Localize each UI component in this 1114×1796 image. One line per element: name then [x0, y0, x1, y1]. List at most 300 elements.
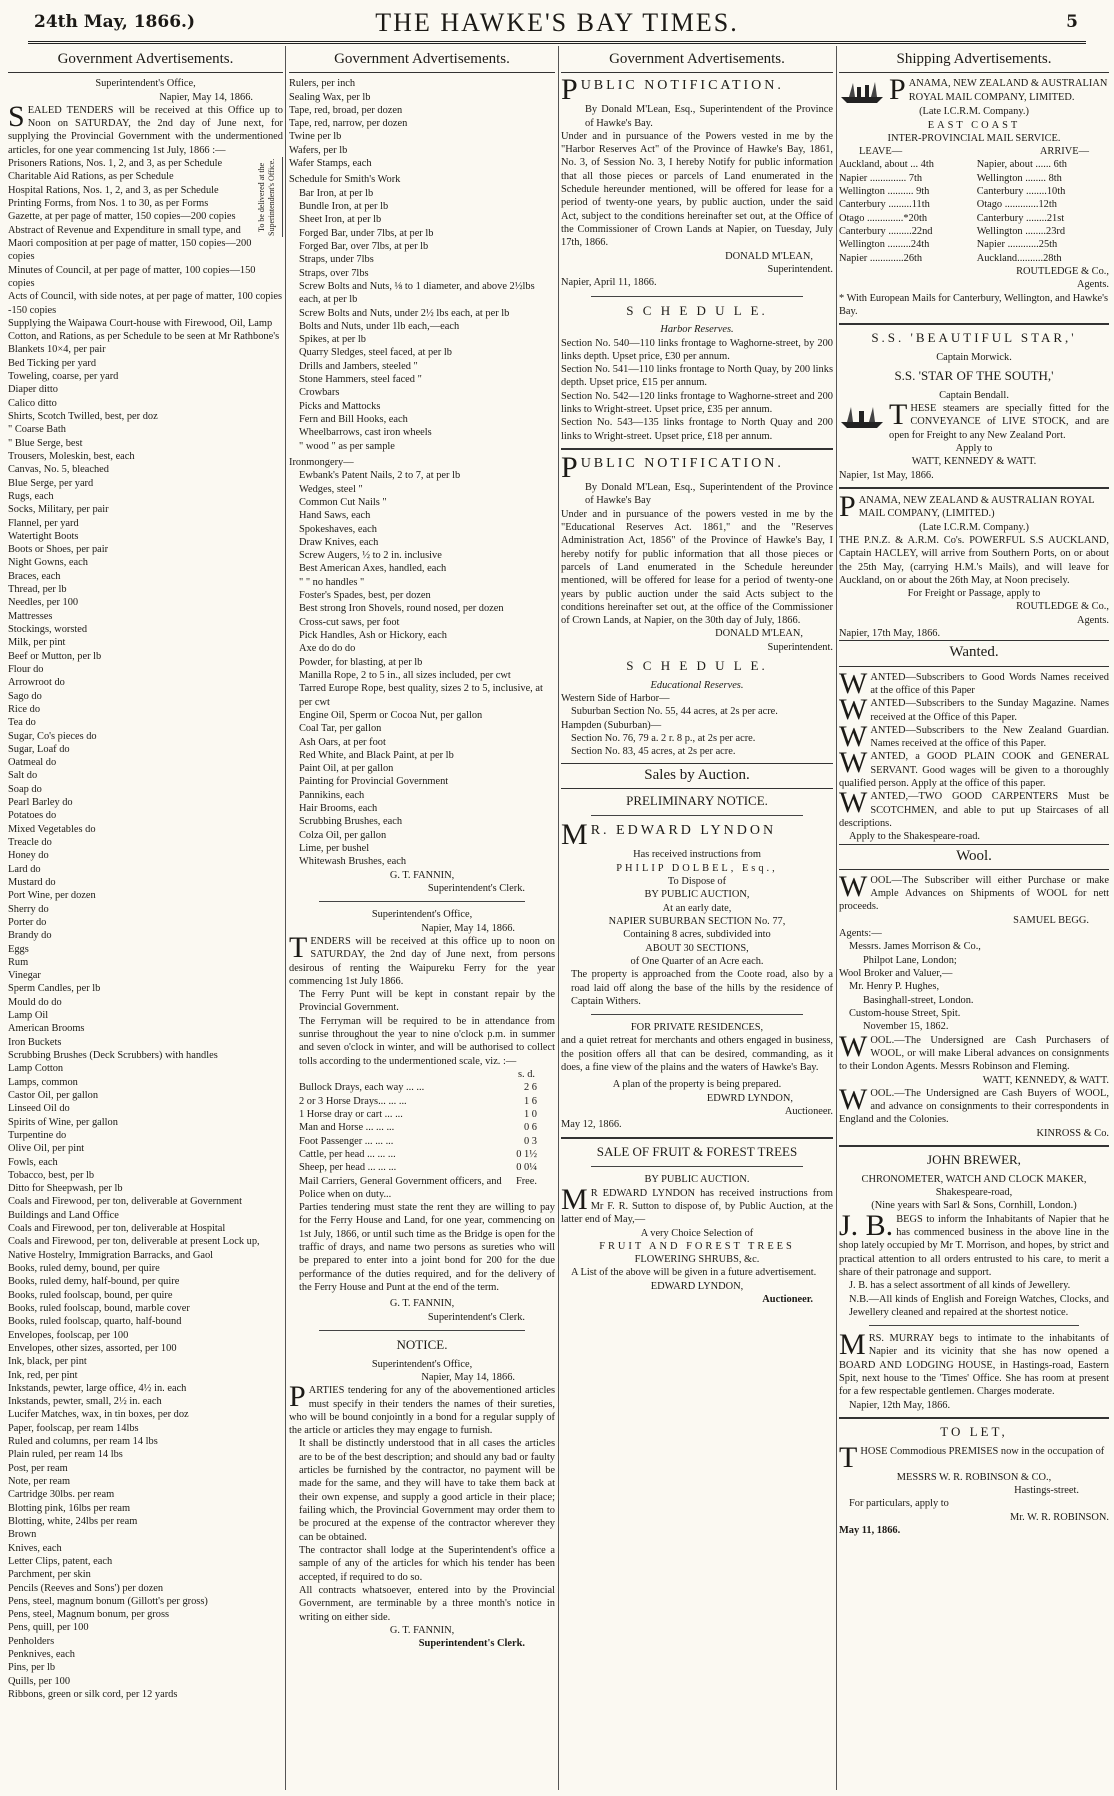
business-name: JOHN BREWER, [927, 1152, 1021, 1168]
schedule-line: Suburban Section No. 55, 44 acres, at 2s per acre. [571, 706, 778, 718]
smith-work-list [289, 187, 555, 453]
notification-by: By Donald M'Lean, Esq., Superintendent of the Province of Hawke's Bay. [585, 104, 833, 129]
tender-items-list [8, 157, 283, 1701]
office-line: Superintendent's Office, [371, 1358, 473, 1370]
column-heading: Government Advertisements. [8, 48, 283, 73]
column-rule [836, 46, 837, 1790]
list-item: Foster's Spades, best, per dozen [299, 590, 431, 602]
drop-cap: M [561, 818, 588, 852]
list-item: Ink, red, per pint [8, 1369, 78, 1381]
list-item: Envelopes, other sizes, assorted, per 100 [8, 1342, 177, 1354]
list-item: Screw Bolts and Nuts, ⅛ to 1 diameter, and above 2½lbs each, at per lb [299, 280, 535, 306]
sale-line: A very Choice Selection of [640, 1227, 754, 1239]
list-item: " Blue Serge, best [8, 437, 83, 449]
list-item: Watertight Boots [8, 530, 79, 542]
sale-line: FRUIT AND FOREST TREES [599, 1240, 795, 1252]
agent-name: WATT, KENNEDY & WATT. [911, 456, 1037, 468]
list-item: Tobacco, best, per lb [8, 1169, 95, 1181]
drop-cap: M [561, 1182, 588, 1216]
list-item: Twine per lb [289, 131, 342, 143]
list-item: Printing Forms, from Nos. 1 to 30, as per Forms [8, 198, 209, 209]
toll-price: 0 6 [524, 1122, 537, 1134]
date-line: Napier, May 14, 1866. [421, 922, 515, 934]
list-item: Ink, black, per pint [8, 1356, 87, 1368]
schedule-row [839, 252, 1109, 265]
list-item: Scrubbing Brushes (Deck Scrubbers) with handles [8, 1050, 218, 1061]
delivery-note: To be delivered at the Superintendent's Office. [257, 157, 283, 237]
wanted-ad: ANTED—Subscribers to Good Words Names received at the office of this Paper [870, 671, 1109, 696]
toll-row [289, 1095, 555, 1108]
list-item: Blue Serge, per yard [8, 477, 94, 489]
agent-line: Wool Broker and Valuer,— [839, 968, 953, 979]
list-item: Mattresses [8, 610, 53, 622]
schedule-cell: Napier, about ...... 6th [976, 159, 1067, 171]
drop-cap: J. B. [839, 1208, 894, 1242]
auction-line: NAPIER SUBURBAN SECTION No. 77, [608, 915, 786, 927]
list-item: Engine Oil, Sperm or Cocoa Nut, per gallon [299, 709, 483, 721]
list-item: Lucifer Matches, wax, in tin boxes, per doz [8, 1409, 189, 1421]
list-item: Night Gowns, each [8, 557, 88, 569]
column-rule [558, 46, 559, 1790]
list-item: Section No. 540—110 links frontage to Waghorne-street, by 200 links depth. Upset price, £30 per annum. [561, 337, 833, 362]
list-item: Cross-cut saws, per foot [299, 616, 400, 628]
toll-price: 0 1½ [516, 1148, 537, 1160]
list-item: Bar Iron, at per lb [299, 187, 374, 199]
list-item: Sago do [8, 690, 42, 702]
signature: EDWARD LYNDON, [650, 1280, 744, 1292]
list-item: Sheet Iron, at per lb [299, 214, 382, 226]
list-item: Braces, each [8, 570, 61, 582]
toll-price: 1 0 [524, 1108, 537, 1120]
schedule-cell: Wellington .........24th [839, 239, 930, 251]
section-heading: Wool. [839, 844, 1109, 870]
notice-paragraph: All contracts whatsoever, entered into by the Provincial Government, are terminable by a three month's notice in writing on either side. [299, 1584, 555, 1623]
notice-heading: NOTICE. [396, 1336, 448, 1352]
auction-line: FOR PRIVATE RESIDENCES, [630, 1022, 764, 1034]
service-line: EAST COAST [927, 119, 1021, 131]
newspaper-title: THE HAWKE'S BAY TIMES. [375, 8, 739, 37]
list-item: Flannel, per yard [8, 517, 79, 529]
list-item: Arrowroot do [8, 677, 65, 689]
toll-price: 0 0¼ [516, 1162, 537, 1174]
auction-notice-title: PRELIMINARY NOTICE. [626, 792, 768, 808]
sale-heading: SALE OF FRUIT & FOREST TREES [596, 1143, 798, 1159]
wool-ad: OOL.—The Undersigned are Cash Purchasers of WOOL, or will make Liberal advances on consignments to their London Agents. Messrs Robinson and Fleming. [839, 1034, 1109, 1073]
list-item: Bed Ticking per yard [8, 357, 97, 369]
notification-body: Under and in pursuance of the powers vested in me by the "Educational Reserves Act. 1861," and the "Reserves Administration Act, 1856" of the Province of Hawke's Bay, I hereby notify for public information that all those pieces or parcels of Land enumerated in the Schedule hereunder mentioned, will be offered for lease for a period of twenty-one years by public auction under the said Acts subject to the conditions hereinafter set out, at the office of the Commissioner of Crown Lands, at Napier, on the 30th day of July, 1866. [561, 508, 833, 627]
list-item: Wafers, per lb [289, 144, 348, 156]
drop-cap: T [289, 930, 308, 964]
list-item: Eggs [8, 943, 29, 955]
list-item: Inkstands, pewter, small, 2½ in. each [8, 1396, 162, 1408]
list-item: Rugs, each [8, 490, 54, 502]
list-item: Pens, quill, per 100 [8, 1622, 89, 1634]
signature-title: Superintendent's Clerk. [418, 1638, 525, 1650]
list-item: Cartridge 30lbs. per ream [8, 1489, 115, 1501]
list-item: Potatoes do [8, 810, 57, 822]
list-item: Rulers, per inch [289, 78, 356, 90]
ironmongery-list [289, 469, 555, 868]
drop-cap: P [289, 1380, 306, 1414]
list-item: Abstract of Revenue and Expenditure in small type, and Maori composition at per page of matter, 150 copies—200 copies [8, 224, 252, 263]
signature: EDWRD LYNDON, [706, 1092, 793, 1104]
notice-paragraph: The contractor shall lodge at the Superintendent's office a sample of any of the articles for which his tender has been accepted, if required to do so. [299, 1544, 555, 1583]
sale-subheading: BY PUBLIC AUCTION. [644, 1174, 750, 1186]
list-item: Lard do [8, 863, 41, 875]
page-number: 5 [1066, 12, 1078, 32]
list-item: Ribbons, green or silk cord, per 12 yards [8, 1689, 178, 1700]
drop-cap: M [839, 1328, 866, 1362]
list-item: Pick Handles, Ash or Hickory, each [299, 630, 447, 641]
list-item: Books, ruled demy, half-bound, per quire [8, 1276, 180, 1288]
schedule-heading: S C H E D U L E. [626, 658, 768, 674]
stationery-list [289, 77, 555, 170]
list-item: Ewbank's Patent Nails, 2 to 7, at per lb [299, 470, 461, 482]
date-line: Napier, April 11, 1866. [561, 277, 657, 289]
list-item: Wheelbarrows, cast iron wheels [299, 427, 432, 439]
list-item: Olive Oil, per pint [8, 1143, 85, 1155]
list-item: Pins, per lb [8, 1662, 56, 1674]
list-item: American Brooms [8, 1023, 85, 1035]
agent-line: Philpot Lane, London; [863, 954, 957, 966]
notification-by: By Donald M'Lean, Esq., Superintendent of the Province of Hawke's Bay [585, 482, 833, 507]
toll-item: 2 or 3 Horse Drays... ... ... [299, 1095, 407, 1107]
schedule-cell: Wellington .......... 9th [839, 186, 930, 198]
ship-captain: Captain Bendall. [939, 389, 1009, 401]
schedule-heading: S C H E D U L E. [626, 302, 768, 318]
toll-row [289, 1135, 555, 1148]
notification-title: UBLIC NOTIFICATION. [580, 78, 784, 94]
list-item: Bundle Iron, at per lb [299, 201, 389, 212]
list-item: Axe do do do [299, 643, 356, 655]
agent-line: Basinghall-street, London. [863, 994, 974, 1006]
schedule-cell: Napier ............25th [976, 239, 1058, 251]
issue-date: 24th May, 1866.) [34, 12, 195, 32]
apply-line: For Freight or Passage, apply to [907, 588, 1041, 600]
list-item: Spikes, at per lb [299, 334, 366, 346]
list-item: Mould do do [8, 996, 62, 1008]
list-item: Red White, and Black Paint, at per lb [299, 749, 454, 761]
list-item: Penknives, each [8, 1649, 75, 1661]
list-item: Toweling, coarse, per yard [8, 371, 119, 383]
apply-line: Apply to [955, 443, 993, 454]
steamship-icon [839, 79, 885, 105]
list-item: Section No. 542—120 links frontage to Waghorne-street and 200 links to Wright-street. Upset price, £35 per annum. [561, 390, 833, 416]
sale-paragraph: R EDWARD LYNDON has received instructions from Mr F. R. Sutton to dispose of, by Public Auction, at the latter end of May,— [561, 1187, 833, 1226]
column-heading: Shipping Advertisements. [839, 48, 1109, 73]
list-item: Minutes of Council, at per page of matter, 100 copies—150 copies [8, 264, 256, 289]
list-item: Boots or Shoes, per pair [8, 544, 109, 556]
wanted-ad: Apply to the Shakespeare-road. [849, 831, 980, 843]
auction-client: PHILIP DOLBEL, Esq., [616, 862, 778, 874]
schedule-cell: Wellington ........ 8th [976, 172, 1062, 184]
schedule-row [839, 198, 1109, 211]
list-item: Picks and Mattocks [299, 400, 381, 412]
section-heading: Wanted. [839, 640, 1109, 666]
list-item: Powder, for blasting, at per lb [299, 656, 423, 668]
schedule-cell: Canterbury ........21st [976, 212, 1065, 224]
list-item: Tarred Europe Rope, best quality, sizes 2 to 5, inclusive, at per cwt [299, 683, 543, 708]
to-let-heading: TO LET, [940, 1424, 1008, 1439]
company-title: ANAMA, NEW ZEALAND & AUSTRALIAN ROYAL MAIL COMPANY, (LIMITED.) [858, 494, 1095, 520]
list-item: Ruled and columns, per ream 14 lbs [8, 1436, 158, 1448]
wool-ad: OOL.—The Undersigned are Cash Buyers of WOOL, and advance on consignments to their correspondents in England and the Colonies. [839, 1087, 1109, 1126]
list-item: Common Cut Nails " [299, 496, 387, 508]
column-4: Shipping Advertisements. PANAMA, NEW ZEALAND & AUSTRALIAN ROYAL MAIL COMPANY, LIMITED. (Late I.C.R.M. Company.) EAST COAST INTER-PROVINCIAL MAIL SERVICE. LEAVE— ARRIVE— Auckland, about ... 4th Napier, about ...... 6th Napier .............. 7th Wellington ........ 8th Wellington .......... 9th Canterbury ........10th Canterbury .........11th Otago .............12th Otago ..............*20th Canterbury ........21st Canterbury .........22nd Wellington ........23rd Wellington .........24th Napier ............25th Napier .............26th Auckland..........28th ROUTLEDGE & Co., Agents. * With European Mails for Canterbury, Wellington, and Hawke's Bay. S.S. 'BEAUTIFUL STAR,' Captain Morwick. S.S. 'STAR OF THE SOUTH,' Captain Bendall. THESE steamers are specially fitted for the CONVEYANCE of LIVE STOCK, and are open for Freight to any New Zealand Port. Apply to WATT, KENNEDY & WATT. Napier, 1st May, 1866. PANAMA, NEW ZEALAND & AUSTRALIAN ROYAL MAIL COMPANY, (LIMITED.) (Late I.C.R.M. Company.) THE P.N.Z. & A.R.M. Co's. POWERFUL S.S AUCKLAND, Captain HACLEY, will arrive from Southern Ports, on or about the 25th May, (carrying H.M.'s Mails), and will leave for Auckland, on or about the 26th May, at Noon precisely. For Freight or Passage, apply to ROUTLEDGE & Co., Agents. Napier, 17th May, 1866. Wanted. WANTED—Subscribers to Good Words Names received at the office of this Paper WANTED—Subscribers to the Sunday Magazine. Names received at the Office of this Paper. WANTED—Subscribers to the New Zealand Guardian. Names received at the office of this Paper. WANTED, a GOOD PLAIN COOK and GENERAL SERVANT. Good wages will be given to a thoroughly qualified person. Apply at the office of this paper. WANTED,—TWO GOOD CARPENTERS Must be SCOTCHMEN, and able to put up Staircases of all descriptions. Apply to the Shakespeare-road. Wool. WOOL—The Subscriber will either Purchase or make Ample Advances on Shipments of WOOL for nett proceeds. SAMUEL BEGG. Agents:— Messrs. James Morrison & Co., Philpot Lane, London; Wool Broker and Valuer,— Mr. Henry P. Hughes, Basinghall-street, London. Custom-house Street, Spit. November 15, 1862. WOOL.—The Undersigned are Cash Purchasers of WOOL, or will make Liberal advances on consignments to their London Agents. Messrs Robinson and Fleming. WATT, KENNEDY, & WATT. WOOL.—The Undersigned are Cash Buyers of WOOL, and advance on consignments to their correspondents in England and the Colonies. KINROSS & Co. JOHN BREWER, CHRONOMETER, WATCH AND CLOCK MAKER, Shakespeare-road, (Nine years with Sarl & Sons, Cornhill, London.) J. B. BEGS to inform the Inhabitants of Napier that he has commenced business in the above line in the shop lately occupied by Mr T. Morrison, and hopes, by strict and practical attention to all orders entrusted to his care, to merit a share of their patronage and support. J. B. has a select assortment of all kinds of Jewellery. N.B.—All kinds of English and Foreign Watches, Clocks, and Jewellery cleaned and repaired at the shortest notice. MRS. MURRAY begs to intimate to the inhabitants of Napier and its vicinity that she has now opened a BOARD AND LODGING HOUSE, in Hastings-road, Eastern Spit, next house to the 'Times' Office. She has room at present for a few respectable gentlemen. Charges moderate. Napier, 12th May, 1866. TO LET, THOSE Commodious PREMISES now in the occupation of MESSRS W. R. ROBINSON & CO., Hastings-street. For particulars, apply to Mr. W. R. ROBINSON. May 11, 1866. [839, 48, 1109, 1788]
list-item: Coals and Firewood, per ton, deliverable at Government Buildings and Land Office [8, 1196, 243, 1221]
list-item: Vinegar [8, 970, 41, 982]
toll-item: Mail Carriers, General Government officers, and Police when on duty... [299, 1175, 502, 1200]
schedule-row [839, 185, 1109, 198]
agents-label: Agents:— [839, 928, 882, 940]
list-item: Paper, foolscap, per ream 14lbs [8, 1422, 139, 1434]
schedule-line: Section No. 83, 45 acres, at 2s per acre. [571, 746, 736, 758]
list-item: Turpentine do [8, 1129, 67, 1141]
schedule-line: Western Side of Harbor— [561, 693, 670, 704]
list-item: Diaper ditto [8, 384, 58, 396]
signature: DONALD M'LEAN, [725, 250, 813, 262]
list-item: Crowbars [299, 387, 340, 399]
list-item: Parchment, per skin [8, 1569, 91, 1581]
list-item: Gazette, at per page of matter, 150 copies—200 copies [8, 211, 236, 223]
drop-cap: T [839, 1440, 858, 1474]
toll-item: Foot Passenger ... ... ... [299, 1135, 394, 1147]
list-item: Post, per ream [8, 1462, 68, 1474]
list-item: Painting for Provincial Government [299, 776, 449, 788]
schedule-cell: Otago ..............*20th [839, 212, 928, 224]
schedule-cell: Napier .............. 7th [839, 172, 923, 184]
list-item: Letter Clips, patent, each [8, 1555, 113, 1567]
list-item: Whitewash Brushes, each [299, 856, 407, 868]
list-item: Forged Bar, under 7lbs, at per lb [299, 227, 434, 239]
notice-paragraph: ARTIES tendering for any of the abovementioned articles must specify in their tenders the names of their sureties, who will be bound conjointly in a bond for a regular supply of the article or articles they may engage to furnish. [289, 1385, 555, 1437]
list-item: Quills, per 100 [8, 1675, 71, 1687]
list-item: Lamps, common [8, 1076, 78, 1088]
list-item: Books, ruled foolscap, bound, marble cover [8, 1302, 190, 1314]
to-let-paragraph: HOSE Commodious PREMISES now in the occupation of [860, 1445, 1105, 1457]
list-item: Sherry do [8, 903, 49, 915]
list-item: Screw Bolts and Nuts, under 2½ lbs each, at per lb [299, 307, 510, 319]
list-item: Sugar, Co's pieces do [8, 730, 97, 742]
list-item: Port Wine, per dozen [8, 890, 96, 902]
smith-heading: Schedule for Smith's Work [289, 174, 401, 186]
list-item: Tape, red, broad, per dozen [289, 104, 403, 116]
toll-row [289, 1161, 555, 1174]
list-item: Inkstands, pewter, large office, 4½ in. each [8, 1382, 187, 1394]
tender-intro: EALED TENDERS will be received at this Office up to Noon on SATURDAY, the 2nd day of June next, for supplying the Provincial Government with the undermentioned articles, for one year commencing 1st July, 1866 :— [8, 104, 283, 156]
list-item: Straps, under 7lbs [299, 254, 374, 266]
list-item: Fowls, each [8, 1156, 58, 1168]
agent-line: Custom-house Street, Spit. [849, 1007, 961, 1019]
list-item: Section No. 543—135 links frontage to North Quay and 200 links to Wright-street. Upset price, £18 per annum. [561, 417, 833, 442]
list-item: Sealing Wax, per lb [289, 91, 371, 103]
toll-price: 2 6 [524, 1082, 537, 1094]
agent-line: Messrs. James Morrison & Co., [849, 941, 981, 953]
signature: WATT, KENNEDY, & WATT. [982, 1074, 1109, 1086]
list-item: Wafer Stamps, each [289, 158, 372, 170]
list-item: Beef or Mutton, per lb [8, 650, 102, 662]
toll-row [289, 1175, 555, 1202]
ferry-intro: ENDERS will be received at this office up to noon on SATURDAY, the 2nd day of June next, from persons desirous of renting the Waipureku Ferry for the year commencing 1st July 1866. [289, 935, 555, 987]
list-item: Acts of Council, with side notes, at per page of matter, 100 copies -150 copies [8, 291, 283, 316]
to-let-line: MESSRS W. R. ROBINSON & CO., [896, 1471, 1052, 1483]
list-item: Rice do [8, 703, 41, 715]
list-item: Socks, Military, per pair [8, 504, 109, 516]
date-line: Napier, 17th May, 1866. [839, 628, 941, 640]
schedule-subheading: Educational Reserves. [650, 679, 744, 691]
signature: KINROSS & Co. [1036, 1127, 1109, 1139]
agent-line: November 15, 1862. [863, 1021, 949, 1033]
list-item: Hospital Rations, Nos. 1, 2, and 3, as per Schedule [8, 184, 219, 196]
arrive-label: ARRIVE— [1039, 146, 1089, 158]
leave-label: LEAVE— [859, 146, 903, 158]
list-item: Books, ruled foolscap, bound, per quire [8, 1289, 173, 1301]
schedule-cell: Auckland..........28th [976, 252, 1062, 264]
mail-schedule-table [839, 158, 1109, 265]
auction-paragraph: The property is approached from the Coote road, also by a road laid off along the base of the hills by the residence of Captain Withers. [571, 969, 833, 1007]
schedule-subheading: Harbor Reserves. [660, 324, 734, 336]
tolls-heading: s. d. [517, 1069, 535, 1080]
list-item: Ash Oars, at per foot [299, 736, 386, 748]
list-item: Mixed Vegetables do [8, 823, 96, 835]
list-item: " Coarse Bath [8, 424, 66, 436]
list-item: Stockings, worsted [8, 624, 88, 635]
agent-name: ROUTLEDGE & Co., [1016, 601, 1109, 613]
toll-item: Sheep, per head ... ... ... [299, 1162, 397, 1174]
list-item: Castor Oil, per gallon [8, 1089, 99, 1101]
to-let-line: Mr. W. R. ROBINSON. [1009, 1511, 1109, 1523]
wanted-ad: ANTED,—TWO GOOD CARPENTERS Must be SCOTCHMEN, and able to put up Staircases of all descriptions. [839, 791, 1109, 829]
company-title: ANAMA, NEW ZEALAND & AUSTRALIAN ROYAL MAIL COMPANY, LIMITED. [908, 78, 1108, 103]
drop-cap: P [889, 73, 906, 107]
auction-paragraph: and a quiet retreat for merchants and others engaged in business, the position offers all that can be desired, commanding, as it does, a fine view of the plains and the waters of Hawke's Bay. [561, 1035, 833, 1074]
list-item: Iron Buckets [8, 1036, 62, 1048]
list-item: Tea do [8, 717, 36, 729]
list-item: Scrubbing Brushes, each [299, 816, 403, 828]
notice-paragraph: It shall be distinctly understood that in all cases the articles are to be of the best description; and should any bad or faulty articles be furnished by the contractor, no payment will be made for the same, and they will have to take them back at their own expense, and supply a good article in their place; failing which, the Provincial Government may order them to be procured at the expense of the contractor wherever they can be obtained. [299, 1438, 555, 1543]
signature-title: Superintendent's Clerk. [427, 882, 525, 894]
list-item: Section No. 541—110 links frontage to North Quay, by 200 links depth. Upset price, £15 per annum. [561, 364, 833, 389]
auction-line: of One Quarter of an Acre each. [630, 955, 764, 967]
wool-ad: OOL—The Subscriber will either Purchase or make Ample Advances on Shipments of WOOL for nett proceeds. [839, 874, 1109, 913]
list-item: Pearl Barley do [8, 797, 73, 809]
list-item: Blotting, white, 24lbs per ream [8, 1515, 138, 1527]
list-item: Soap do [8, 783, 42, 795]
list-item: Blotting pink, 16lbs per ream [8, 1502, 131, 1514]
column-3 [561, 48, 833, 1788]
auction-line: Has received instructions from [633, 849, 761, 861]
list-item: Blankets 10×4, per pair [8, 344, 106, 356]
steamer-paragraph: THE P.N.Z. & A.R.M. Co's. POWERFUL S.S AUCKLAND, Captain HACLEY, will arrive from Southern Ports, on or about the 25th May, (carrying H.M.'s Mails), and will leave for Auckland, on or about the 26th May, at Noon precisely. [839, 534, 1109, 586]
agent-line: Mr. Henry P. Hughes, [849, 981, 940, 993]
list-item: Linseed Oil do [8, 1103, 70, 1115]
ship-captain: Captain Morwick. [936, 351, 1012, 363]
signature: SAMUEL BEGG. [1013, 914, 1089, 926]
list-item: Shirts, Scotch Twilled, best, per doz [8, 411, 158, 422]
column-heading: Government Advertisements. [289, 48, 555, 73]
ship-name: S.S. 'BEAUTIFUL STAR,' [871, 330, 1077, 346]
list-item: Spokeshaves, each [299, 523, 377, 535]
toll-item: Bullock Drays, each way ... ... [299, 1082, 425, 1094]
toll-item: 1 Horse dray or cart ... ... [299, 1108, 403, 1120]
drop-cap: P [561, 73, 578, 107]
to-let-line: For particulars, apply to [849, 1498, 949, 1510]
list-item: Needles, per 100 [8, 597, 79, 609]
column-rule [285, 46, 286, 1790]
ferry-paragraph: Parties tendering must state the rent they are willing to pay for the Ferry House and Land, for one year, commencing on 1st July, 1866, or until such time as the Bridge is open for the traffic of drays, and name two persons as sureties who will be prepared to enter into a joint bond for 200 for the due performance of the duties required, and for the delivery of the Ferry House and Punt at the end of the term. [299, 1202, 555, 1293]
list-item: Draw Knives, each [299, 536, 379, 548]
column-1 [8, 48, 283, 1788]
signature-title: Superintendent. [767, 263, 833, 275]
business-line: Shakespeare-road, [935, 1187, 1013, 1198]
list-item: Paint Oil, at per gallon [299, 763, 394, 775]
list-item: Hand Saws, each [299, 510, 371, 522]
column-heading: Government Advertisements. [561, 48, 833, 73]
list-item: Screw Augers, ½ to 2 in. inclusive [299, 550, 442, 562]
list-item: Charitable Aid Rations, as per Schedule [8, 171, 174, 183]
signature-title: Superintendent's Clerk. [427, 1311, 525, 1323]
company-subtitle: (Late I.C.R.M. Company.) [919, 521, 1029, 533]
drop-cap: S [8, 99, 25, 133]
list-item: Manilla Rope, 2 to 5 in., all sizes included, per cwt [299, 669, 511, 681]
auction-line: A plan of the property is being prepared. [612, 1079, 782, 1091]
date-line: Napier, May 14, 1866. [159, 91, 253, 103]
schedule-cell: Napier .............26th [839, 252, 923, 264]
list-item: Calico ditto [8, 397, 57, 409]
auction-line: At an early date, [662, 902, 732, 914]
auction-line: BY PUBLIC AUCTION, [644, 889, 750, 901]
section-heading: Sales by Auction. [561, 763, 833, 789]
business-paragraph: BEGS to inform the Inhabitants of Napier that he has commenced business in the above line in the shop lately occupied by Mr T. Morrison, and hopes, by strict and practical attention to all orders entrusted to his care, to merit a share of their patronage and support. [839, 1213, 1109, 1278]
date-line: May 11, 1866. [839, 1524, 901, 1536]
list-item: Lime, per bushel [299, 843, 370, 854]
list-item: Note, per ream [8, 1476, 71, 1487]
list-item: Brown [8, 1529, 37, 1541]
list-item: Coal Tar, per gallon [299, 723, 382, 735]
schedule-row [839, 172, 1109, 185]
list-item: Stone Hammers, steel faced " [299, 374, 422, 386]
list-item: Pannikins, each [299, 789, 365, 801]
list-item: Quarry Sledges, steel faced, at per lb [299, 347, 452, 359]
list-item: Flour do [8, 663, 44, 675]
toll-price: Free. [515, 1175, 537, 1187]
list-item: Thread, per lb [8, 584, 67, 596]
list-item: Mustard do [8, 876, 56, 888]
auction-line: ABOUT 30 SECTIONS, [645, 942, 749, 954]
list-item: Sperm Candles, per lb [8, 983, 101, 995]
list-item: Penholders [8, 1635, 55, 1647]
steamer-paragraph: HESE steamers are specially fitted for the CONVEYANCE of LIVE STOCK, and are open for Freight to any New Zealand Port. [889, 403, 1109, 441]
signature-title: Superintendent. [767, 641, 833, 653]
schedule-note: * With European Mails for Canterbury, Wellington, and Hawke's Bay. [839, 292, 1109, 317]
schedule-line: Hampden (Suburban)— [561, 719, 662, 731]
list-item: " " no handles " [299, 576, 365, 588]
signature: DONALD M'LEAN, [715, 628, 803, 640]
date-line: Napier, May 14, 1866. [421, 1371, 515, 1383]
signature: G. T. FANNIN, [389, 869, 455, 881]
list-item: Canvas, No. 5, bleached [8, 464, 109, 476]
list-item: Wedges, steel " [299, 483, 363, 495]
list-item: Coals and Firewood, per ton, deliverable at present Lock up, Native Hostelry, Immigration Barracks, and Gaol [8, 1236, 260, 1261]
drop-cap: T [889, 398, 908, 432]
list-item: " wood " as per sample [299, 440, 395, 452]
toll-row [289, 1081, 555, 1094]
list-item: Ditto for Sheepwash, per lb [8, 1183, 123, 1195]
service-line: INTER-PROVINCIAL MAIL SERVICE. [887, 132, 1061, 144]
signature-title: Auctioneer. [784, 1106, 833, 1117]
business-line: CHRONOMETER, WATCH AND CLOCK MAKER, [861, 1173, 1087, 1185]
agent-title: Agents. [1076, 614, 1109, 626]
